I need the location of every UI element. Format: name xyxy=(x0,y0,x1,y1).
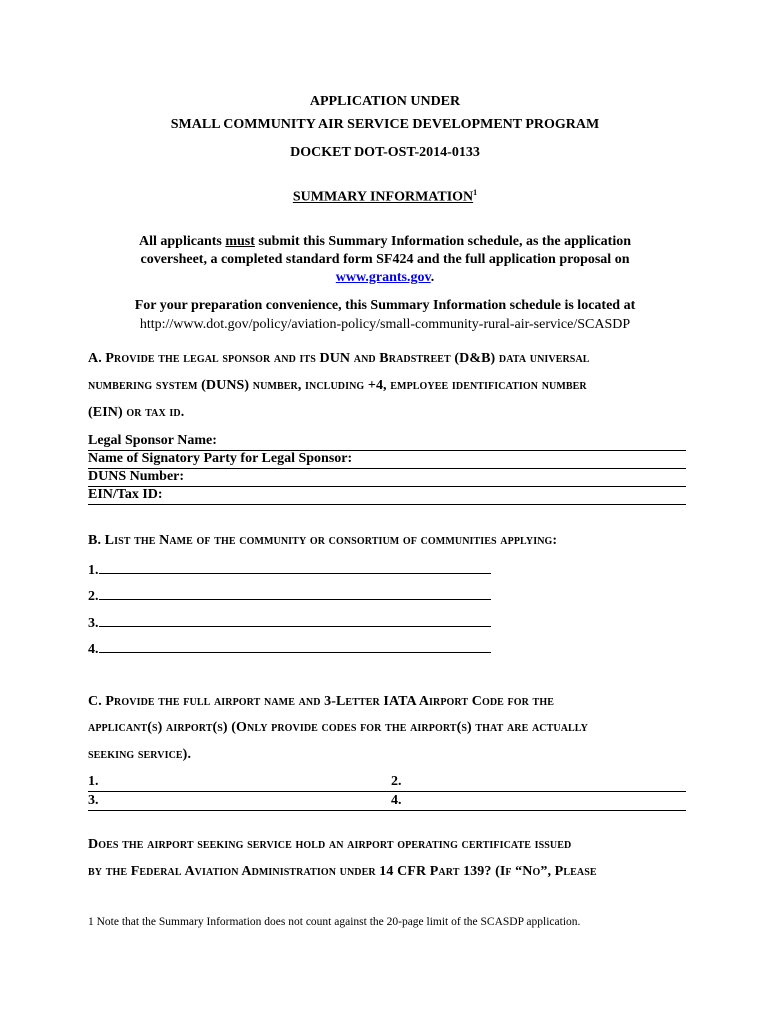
section-a-heading-2: numbering system (DUNS) number, including +4, employee identification number xyxy=(88,378,587,393)
docket-number: DOCKET DOT-OST-2014-0133 xyxy=(290,145,480,160)
scasdp-url: http://www.dot.gov/policy/aviation-policy/small-community-rural-air-service/SCASDP xyxy=(139,317,631,332)
section-a-heading-1: A. Provide the legal sponsor and its DUN and Bradstreet (D&B) data universal xyxy=(88,351,590,366)
title-line-1: APPLICATION UNDER xyxy=(309,94,461,109)
intro-text-b: submit this Summary Information schedule, as the application xyxy=(254,234,631,249)
intro-line-3 xyxy=(0,269,770,287)
community-label-1: 1. xyxy=(88,563,99,578)
airport-row-2 xyxy=(88,792,686,811)
airport-field-3[interactable]: 3. xyxy=(88,793,99,808)
community-field-1[interactable] xyxy=(88,560,491,579)
intro-period: . xyxy=(430,270,435,285)
airport-field-2[interactable]: 2. xyxy=(391,774,402,789)
airport-field-4[interactable]: 4. xyxy=(391,793,402,808)
section-b-heading: B. List the Name of the community or consortium of communities applying: xyxy=(88,533,558,548)
community-field-2[interactable] xyxy=(88,586,491,605)
summary-title xyxy=(0,188,770,206)
grants-gov-link[interactable]: www.grants.gov xyxy=(335,270,431,285)
section-c-heading-1: C. Provide the full airport name and 3-Letter IATA Airport Code for the xyxy=(88,694,554,709)
signatory-party-field[interactable]: Name of Signatory Party for Legal Sponsor: xyxy=(88,450,686,469)
intro-line-1 xyxy=(0,233,770,251)
section-d-heading-2: by the Federal Aviation Administration under 14 CFR Part 139? (If “No”, Please xyxy=(88,864,597,879)
intro-paragraph xyxy=(0,233,770,287)
section-a-heading-3: (EIN) or tax id. xyxy=(88,405,185,420)
intro-paragraph-2: For your preparation convenience, this Summary Information schedule is located at xyxy=(134,298,636,313)
intro-line-2: coversheet, a completed standard form SF424 and the full application proposal on xyxy=(140,252,630,267)
intro-text-a: All applicants xyxy=(138,234,226,249)
community-label-2: 2. xyxy=(88,589,99,604)
legal-sponsor-name-field[interactable]: Legal Sponsor Name: xyxy=(88,432,686,451)
community-label-3: 3. xyxy=(88,616,99,631)
community-field-4[interactable] xyxy=(88,639,491,658)
airport-row-1 xyxy=(88,773,686,792)
section-c-heading-2: applicant(s) airport(s) (Only provide codes for the airport(s) that are actually xyxy=(88,720,588,735)
section-d-heading-1: Does the airport seeking service hold an airport operating certificate issued xyxy=(88,837,572,852)
intro-must: must xyxy=(225,234,255,249)
community-label-4: 4. xyxy=(88,642,99,657)
ein-tax-id-field[interactable]: EIN/Tax ID: xyxy=(88,486,686,505)
title-line-2: SMALL COMMUNITY AIR SERVICE DEVELOPMENT PROGRAM xyxy=(170,117,600,132)
section-c-heading-3: seeking service). xyxy=(88,747,192,762)
airport-field-1[interactable]: 1. xyxy=(88,774,99,789)
duns-number-field[interactable]: DUNS Number: xyxy=(88,468,686,487)
summary-footnote-mark: 1 xyxy=(473,188,478,197)
community-field-3[interactable] xyxy=(88,613,491,632)
footnote: 1 Note that the Summary Information does not count against the 20-page limit of the SCASDP application. xyxy=(88,916,581,928)
summary-title-text: SUMMARY INFORMATION xyxy=(292,189,474,205)
